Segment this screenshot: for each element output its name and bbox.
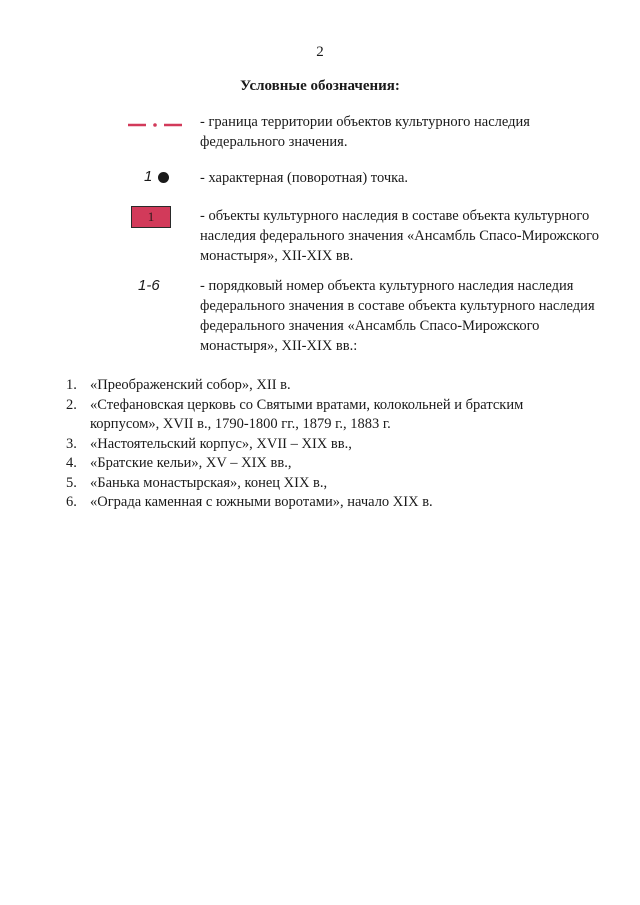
list-item bbox=[66, 396, 586, 435]
legend-text-point: - характерная (поворотная) точка. bbox=[200, 170, 408, 186]
page-number: 2 bbox=[316, 44, 324, 60]
legend-text-boundary: - граница территории объектов культурного наследия федерального значения. bbox=[200, 114, 530, 150]
list-item-number: 4. bbox=[66, 455, 77, 471]
list-item-number: 2. bbox=[66, 396, 77, 413]
list-item-number: 6. bbox=[66, 494, 77, 510]
object-box-icon bbox=[120, 206, 192, 232]
list-item-number: 5. bbox=[66, 474, 77, 491]
list-item-text: «Преображенский собор», XII в. bbox=[90, 377, 291, 393]
list-item bbox=[66, 435, 586, 455]
list-item-text: «Стефановская церковь со Святыми вратами, колокольней и братским корпусом», XVII в., 1790-1800 гг., 1879 г., 1883 г. bbox=[90, 396, 524, 432]
characteristic-point-icon bbox=[120, 168, 192, 194]
number-range-text: 1-6 bbox=[138, 277, 160, 294]
list-item bbox=[66, 474, 586, 494]
number-range-label bbox=[120, 276, 192, 302]
legend-text-object: - объекты культурного наследия в составе объекта культурного наследия федерального значения «Ансамбль Спасо-Мирожского монастыря», XII-XIX вв. bbox=[200, 208, 599, 264]
object-box-label: 1 bbox=[131, 206, 171, 228]
list-item-text: «Ограда каменная с южными воротами», начало XIX в. bbox=[90, 494, 433, 510]
legend-text-number: - порядковый номер объекта культурного наследия наследия федерального значения в составе объекта культурного наследия федерального значения «Ансамбль Спасо-Мирожского монастыря», XII-XIX вв.: bbox=[200, 278, 595, 354]
legend-title: Условные обозначения: bbox=[240, 78, 400, 94]
list-item-number: 3. bbox=[66, 435, 77, 452]
point-dot bbox=[158, 172, 169, 183]
list-item bbox=[66, 493, 586, 513]
list-item-text: «Настоятельский корпус», XVII – XIX вв., bbox=[90, 435, 352, 452]
list-item bbox=[66, 376, 586, 396]
point-label: 1 bbox=[144, 168, 153, 185]
object-list bbox=[66, 376, 586, 513]
list-item-text: «Банька монастырская», конец XIX в., bbox=[90, 474, 328, 491]
list-item-text: «Братские кельи», XV – XIX вв., bbox=[90, 455, 292, 471]
dash-dot-line-icon bbox=[120, 112, 192, 138]
list-item bbox=[66, 454, 586, 474]
list-item-number: 1. bbox=[66, 377, 77, 393]
